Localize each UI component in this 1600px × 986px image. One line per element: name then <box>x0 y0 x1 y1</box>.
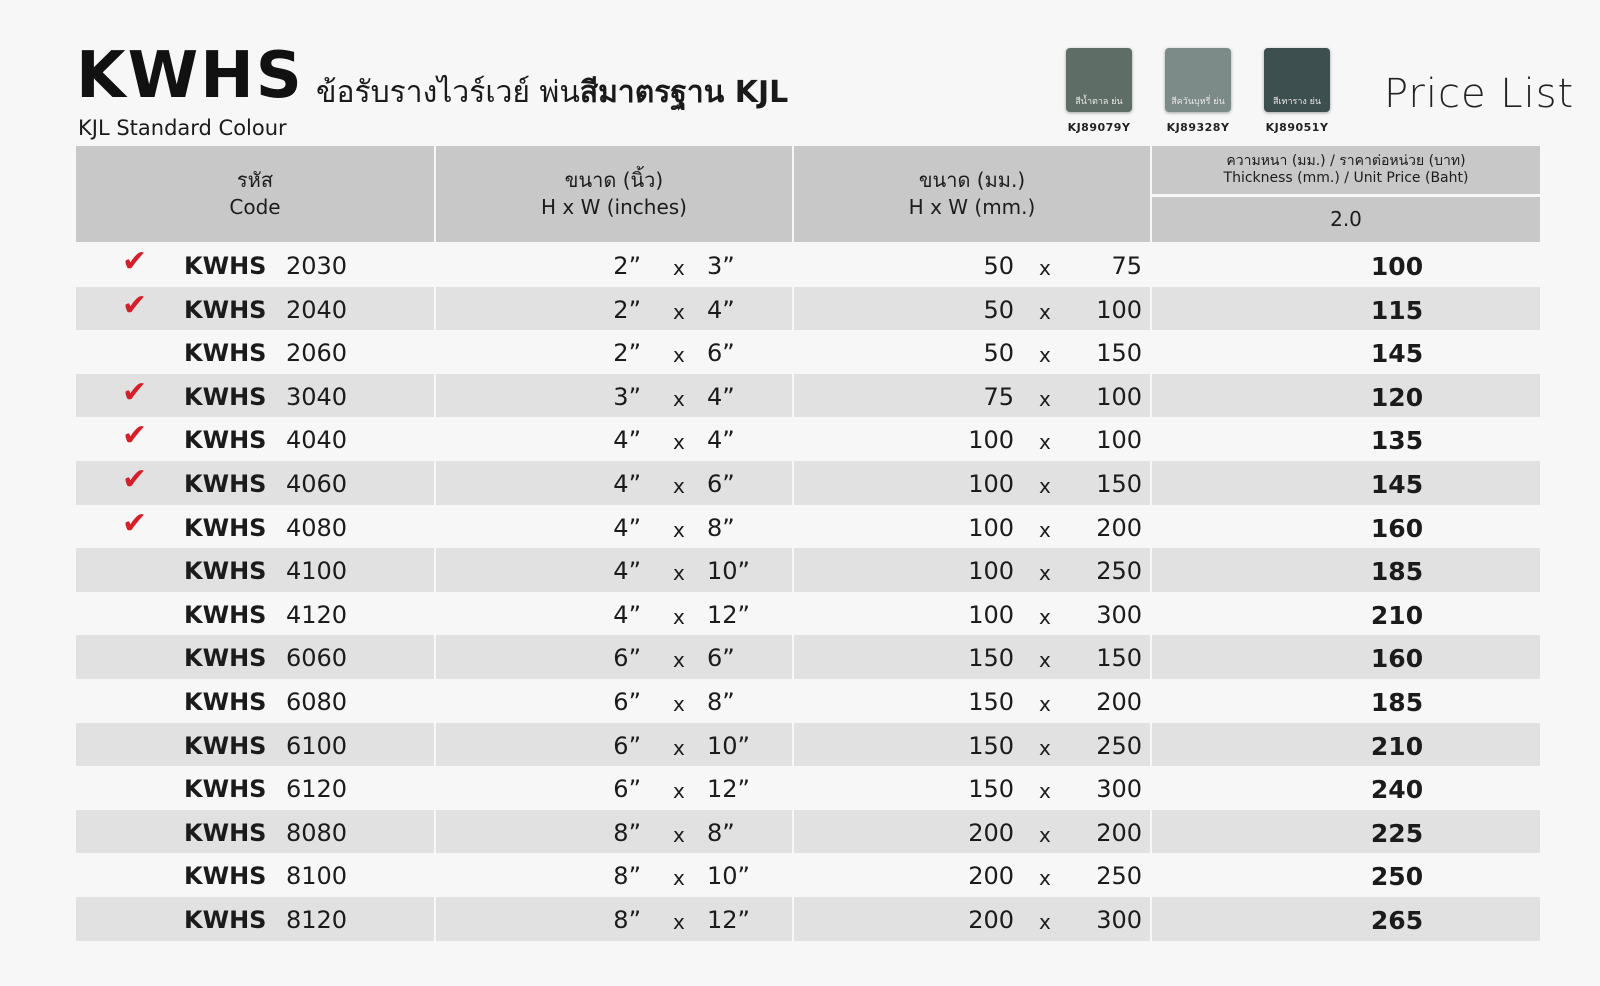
code-number: 6060 <box>286 644 348 673</box>
code-number: 4100 <box>286 557 348 586</box>
swatch-code-1: KJ89079Y <box>1067 121 1131 134</box>
table-row <box>76 461 1540 505</box>
table-row <box>76 853 1540 897</box>
unit-price: 185 <box>1370 687 1424 717</box>
column-separator <box>792 679 794 723</box>
swatch-code-3: KJ89051Y <box>1265 121 1329 134</box>
times-sign: x <box>673 779 685 804</box>
unit-price: 225 <box>1370 818 1424 848</box>
column-separator <box>1150 897 1152 941</box>
column-separator <box>792 766 794 810</box>
width-mm: 200 <box>1096 818 1142 847</box>
unit-price: 210 <box>1370 731 1424 761</box>
swatch-label-1: สีน้ำตาล ย่น <box>1075 97 1123 107</box>
code-number: 6080 <box>286 687 348 716</box>
times-sign: x <box>1039 299 1051 324</box>
times-sign: x <box>1039 909 1051 934</box>
column-separator <box>792 505 794 549</box>
times-sign: x <box>673 691 685 716</box>
height-inches: 6” <box>613 687 641 716</box>
width-mm: 300 <box>1096 775 1142 804</box>
times-sign: x <box>1039 386 1051 411</box>
column-separator <box>434 853 436 897</box>
code-prefix: KWHS <box>184 513 267 542</box>
column-separator <box>792 592 794 636</box>
height-mm: 50 <box>983 252 1014 280</box>
code-prefix: KWHS <box>184 600 267 629</box>
height-inches: 3” <box>613 382 641 411</box>
color-swatch-2 <box>1165 48 1231 112</box>
header-price-title <box>1152 146 1540 194</box>
width-inches: 8” <box>707 513 735 542</box>
code-number: 4040 <box>286 426 348 455</box>
code-prefix: KWHS <box>184 687 267 716</box>
height-inches: 6” <box>613 731 641 760</box>
width-inches: 4” <box>707 426 735 455</box>
width-mm: 300 <box>1096 600 1142 629</box>
header-code-en: Code <box>229 195 281 219</box>
column-separator <box>1150 243 1152 287</box>
column-separator <box>434 592 436 636</box>
header-mm-en: H x W (mm.) <box>908 195 1036 219</box>
column-separator <box>1150 766 1152 810</box>
width-mm: 150 <box>1096 339 1142 368</box>
unit-price: 265 <box>1370 905 1424 935</box>
column-separator <box>434 810 436 854</box>
unit-price: 135 <box>1370 426 1424 456</box>
code-number: 2040 <box>286 295 348 324</box>
width-mm: 250 <box>1096 557 1142 586</box>
times-sign: x <box>1039 473 1051 498</box>
table-row <box>76 635 1540 679</box>
code-prefix: KWHS <box>184 295 267 324</box>
width-mm: 250 <box>1096 731 1142 760</box>
column-separator <box>792 461 794 505</box>
code-prefix: KWHS <box>184 905 267 934</box>
height-mm: 150 <box>968 775 1014 804</box>
header-size-mm <box>794 146 1150 242</box>
column-separator <box>1150 810 1152 854</box>
height-inches: 6” <box>613 775 641 804</box>
column-separator <box>792 723 794 767</box>
column-separator <box>434 461 436 505</box>
subtitle-regular: ข้อรับรางไวร์เวย์ พ่น <box>316 75 580 110</box>
code-number: 3040 <box>286 382 348 411</box>
height-inches: 8” <box>613 818 641 847</box>
code-number: 4120 <box>286 600 348 629</box>
header-inch-th: ขนาด (นิ้ว) <box>564 168 664 192</box>
table-row <box>76 548 1540 592</box>
column-separator <box>1150 853 1152 897</box>
code-number: 2060 <box>286 339 348 368</box>
swatch-code-2: KJ89328Y <box>1166 121 1230 134</box>
column-separator <box>1150 287 1152 331</box>
column-separator <box>1150 723 1152 767</box>
color-swatch-1 <box>1066 48 1132 112</box>
code-number: 8080 <box>286 818 348 847</box>
header-price-th: ความหนา (มม.) / ราคาต่อหน่วย (บาท) <box>1226 152 1466 169</box>
column-separator <box>792 635 794 679</box>
width-mm: 150 <box>1096 644 1142 673</box>
height-inches: 8” <box>613 862 641 891</box>
table-row <box>76 810 1540 854</box>
height-mm: 200 <box>968 905 1014 934</box>
unit-price: 145 <box>1370 339 1424 369</box>
times-sign: x <box>673 430 685 455</box>
width-mm: 75 <box>1111 252 1142 280</box>
code-prefix: KWHS <box>184 644 267 673</box>
column-separator <box>434 243 436 287</box>
height-mm: 50 <box>983 339 1014 368</box>
code-prefix: KWHS <box>184 818 267 847</box>
width-mm: 300 <box>1096 905 1142 934</box>
column-separator <box>1150 461 1152 505</box>
product-subtitle-english: KJL Standard Colour <box>78 116 287 140</box>
height-inches: 2” <box>613 339 641 368</box>
times-sign: x <box>673 343 685 368</box>
code-number: 8100 <box>286 862 348 891</box>
times-sign: x <box>673 822 685 847</box>
times-sign: x <box>673 648 685 673</box>
times-sign: x <box>673 256 685 280</box>
header-price-en: Thickness (mm.) / Unit Price (Baht) <box>1223 170 1469 186</box>
header-code-th: รหัส <box>236 168 274 192</box>
swatch-label-3: สีเทาราง ย่น <box>1272 97 1322 107</box>
times-sign: x <box>1039 779 1051 804</box>
times-sign: x <box>1039 256 1051 280</box>
unit-price: 185 <box>1370 557 1424 587</box>
code-number: 6100 <box>286 731 348 760</box>
column-separator <box>1150 417 1152 461</box>
code-prefix: KWHS <box>184 862 267 891</box>
code-prefix: KWHS <box>184 469 267 498</box>
check-mark-icon: ✔ <box>122 461 148 497</box>
check-mark-icon: ✔ <box>122 244 148 279</box>
table-row <box>76 330 1540 374</box>
column-separator <box>434 330 436 374</box>
header-thickness: 2.0 <box>1152 197 1540 242</box>
times-sign: x <box>673 735 685 760</box>
height-inches: 4” <box>613 557 641 586</box>
unit-price: 250 <box>1370 862 1424 892</box>
column-separator <box>1150 679 1152 723</box>
width-mm: 150 <box>1096 469 1142 498</box>
column-separator <box>1150 374 1152 418</box>
times-sign: x <box>673 299 685 324</box>
column-separator <box>1150 635 1152 679</box>
code-prefix: KWHS <box>184 426 267 455</box>
width-inches: 4” <box>707 382 735 411</box>
times-sign: x <box>1039 735 1051 760</box>
table-row <box>76 897 1540 941</box>
height-inches: 4” <box>613 469 641 498</box>
unit-price: 120 <box>1370 382 1424 412</box>
column-separator <box>792 287 794 331</box>
unit-price: 210 <box>1370 600 1424 630</box>
column-separator <box>1150 548 1152 592</box>
height-mm: 100 <box>968 426 1014 455</box>
code-prefix: KWHS <box>184 339 267 368</box>
code-prefix: KWHS <box>184 557 267 586</box>
code-prefix: KWHS <box>184 382 267 411</box>
code-prefix: KWHS <box>184 775 267 804</box>
code-number: 2030 <box>286 252 348 280</box>
height-mm: 100 <box>968 513 1014 542</box>
table-row <box>76 592 1540 636</box>
table-row <box>76 505 1540 549</box>
table-row <box>76 417 1540 461</box>
height-mm: 100 <box>968 557 1014 586</box>
column-separator <box>434 548 436 592</box>
height-inches: 4” <box>613 426 641 455</box>
unit-price: 160 <box>1370 644 1424 674</box>
height-mm: 150 <box>968 731 1014 760</box>
width-inches: 10” <box>707 862 750 891</box>
width-inches: 10” <box>707 557 750 586</box>
column-separator <box>434 897 436 941</box>
column-separator <box>792 243 794 287</box>
code-number: 4060 <box>286 469 348 498</box>
code-prefix: KWHS <box>184 731 267 760</box>
width-inches: 6” <box>707 339 735 368</box>
column-separator <box>1150 330 1152 374</box>
table-header <box>76 146 1540 242</box>
width-mm: 100 <box>1096 295 1142 324</box>
table-row <box>76 723 1540 767</box>
times-sign: x <box>1039 343 1051 368</box>
column-separator <box>792 853 794 897</box>
width-inches: 12” <box>707 775 750 804</box>
column-separator <box>792 417 794 461</box>
code-prefix: KWHS <box>184 252 267 280</box>
column-separator <box>434 679 436 723</box>
unit-price: 240 <box>1370 775 1424 805</box>
width-inches: 8” <box>707 818 735 847</box>
column-separator <box>792 810 794 854</box>
column-separator <box>434 374 436 418</box>
times-sign: x <box>1039 691 1051 716</box>
table-row <box>76 374 1540 418</box>
price-list-label: Price List <box>1384 71 1575 117</box>
width-mm: 100 <box>1096 382 1142 411</box>
check-mark-icon: ✔ <box>122 287 148 323</box>
width-inches: 3” <box>707 252 735 280</box>
times-sign: x <box>673 473 685 498</box>
width-inches: 6” <box>707 469 735 498</box>
column-separator <box>792 897 794 941</box>
check-mark-icon: ✔ <box>122 374 148 410</box>
height-mm: 100 <box>968 469 1014 498</box>
column-separator <box>792 374 794 418</box>
height-mm: 150 <box>968 687 1014 716</box>
product-subtitle-thai <box>316 75 789 110</box>
times-sign: x <box>673 909 685 934</box>
code-number: 6120 <box>286 775 348 804</box>
width-mm: 100 <box>1096 426 1142 455</box>
column-separator <box>792 330 794 374</box>
height-inches: 4” <box>613 513 641 542</box>
times-sign: x <box>1039 822 1051 847</box>
column-separator <box>434 287 436 331</box>
table-row <box>76 243 1540 287</box>
column-separator <box>1150 592 1152 636</box>
unit-price: 145 <box>1370 469 1424 499</box>
column-separator <box>434 417 436 461</box>
header-code <box>76 146 434 242</box>
height-mm: 100 <box>968 600 1014 629</box>
width-mm: 250 <box>1096 862 1142 891</box>
header-mm-th: ขนาด (มม.) <box>918 168 1026 192</box>
code-number: 8120 <box>286 905 348 934</box>
page-title: KWHS <box>76 39 304 113</box>
header-size-inches <box>436 146 792 242</box>
times-sign: x <box>673 604 685 629</box>
column-separator <box>434 723 436 767</box>
times-sign: x <box>1039 430 1051 455</box>
times-sign: x <box>1039 648 1051 673</box>
table-row <box>76 679 1540 723</box>
table-row <box>76 766 1540 810</box>
column-separator <box>792 548 794 592</box>
subtitle-bold: สีมาตรฐาน KJL <box>579 75 789 110</box>
times-sign: x <box>1039 561 1051 586</box>
times-sign: x <box>1039 517 1051 542</box>
width-inches: 8” <box>707 687 735 716</box>
times-sign: x <box>673 517 685 542</box>
width-inches: 4” <box>707 295 735 324</box>
height-mm: 75 <box>983 382 1014 411</box>
header-inch-en: H x W (inches) <box>541 195 687 219</box>
width-mm: 200 <box>1096 687 1142 716</box>
header-price <box>1152 146 1540 242</box>
column-separator <box>434 766 436 810</box>
price-table-body <box>76 243 1540 941</box>
times-sign: x <box>1039 604 1051 629</box>
height-inches: 6” <box>613 644 641 673</box>
times-sign: x <box>673 386 685 411</box>
code-number: 4080 <box>286 513 348 542</box>
color-swatch-3 <box>1264 48 1330 112</box>
unit-price: 100 <box>1370 252 1424 281</box>
height-mm: 150 <box>968 644 1014 673</box>
check-mark-icon: ✔ <box>122 505 148 541</box>
height-inches: 8” <box>613 905 641 934</box>
width-inches: 12” <box>707 905 750 934</box>
height-inches: 2” <box>613 252 641 280</box>
height-mm: 50 <box>983 295 1014 324</box>
times-sign: x <box>673 866 685 891</box>
column-separator <box>1150 505 1152 549</box>
times-sign: x <box>1039 866 1051 891</box>
width-mm: 200 <box>1096 513 1142 542</box>
unit-price: 115 <box>1370 295 1424 325</box>
column-separator <box>434 635 436 679</box>
width-inches: 10” <box>707 731 750 760</box>
height-inches: 2” <box>613 295 641 324</box>
check-mark-icon: ✔ <box>122 418 148 454</box>
width-inches: 6” <box>707 644 735 673</box>
width-inches: 12” <box>707 600 750 629</box>
height-mm: 200 <box>968 818 1014 847</box>
unit-price: 160 <box>1370 513 1424 543</box>
column-separator <box>434 505 436 549</box>
swatch-label-2: สีควันบุหรี่ ย่น <box>1171 97 1225 107</box>
height-mm: 200 <box>968 862 1014 891</box>
height-inches: 4” <box>613 600 641 629</box>
times-sign: x <box>673 561 685 586</box>
table-row <box>76 287 1540 331</box>
